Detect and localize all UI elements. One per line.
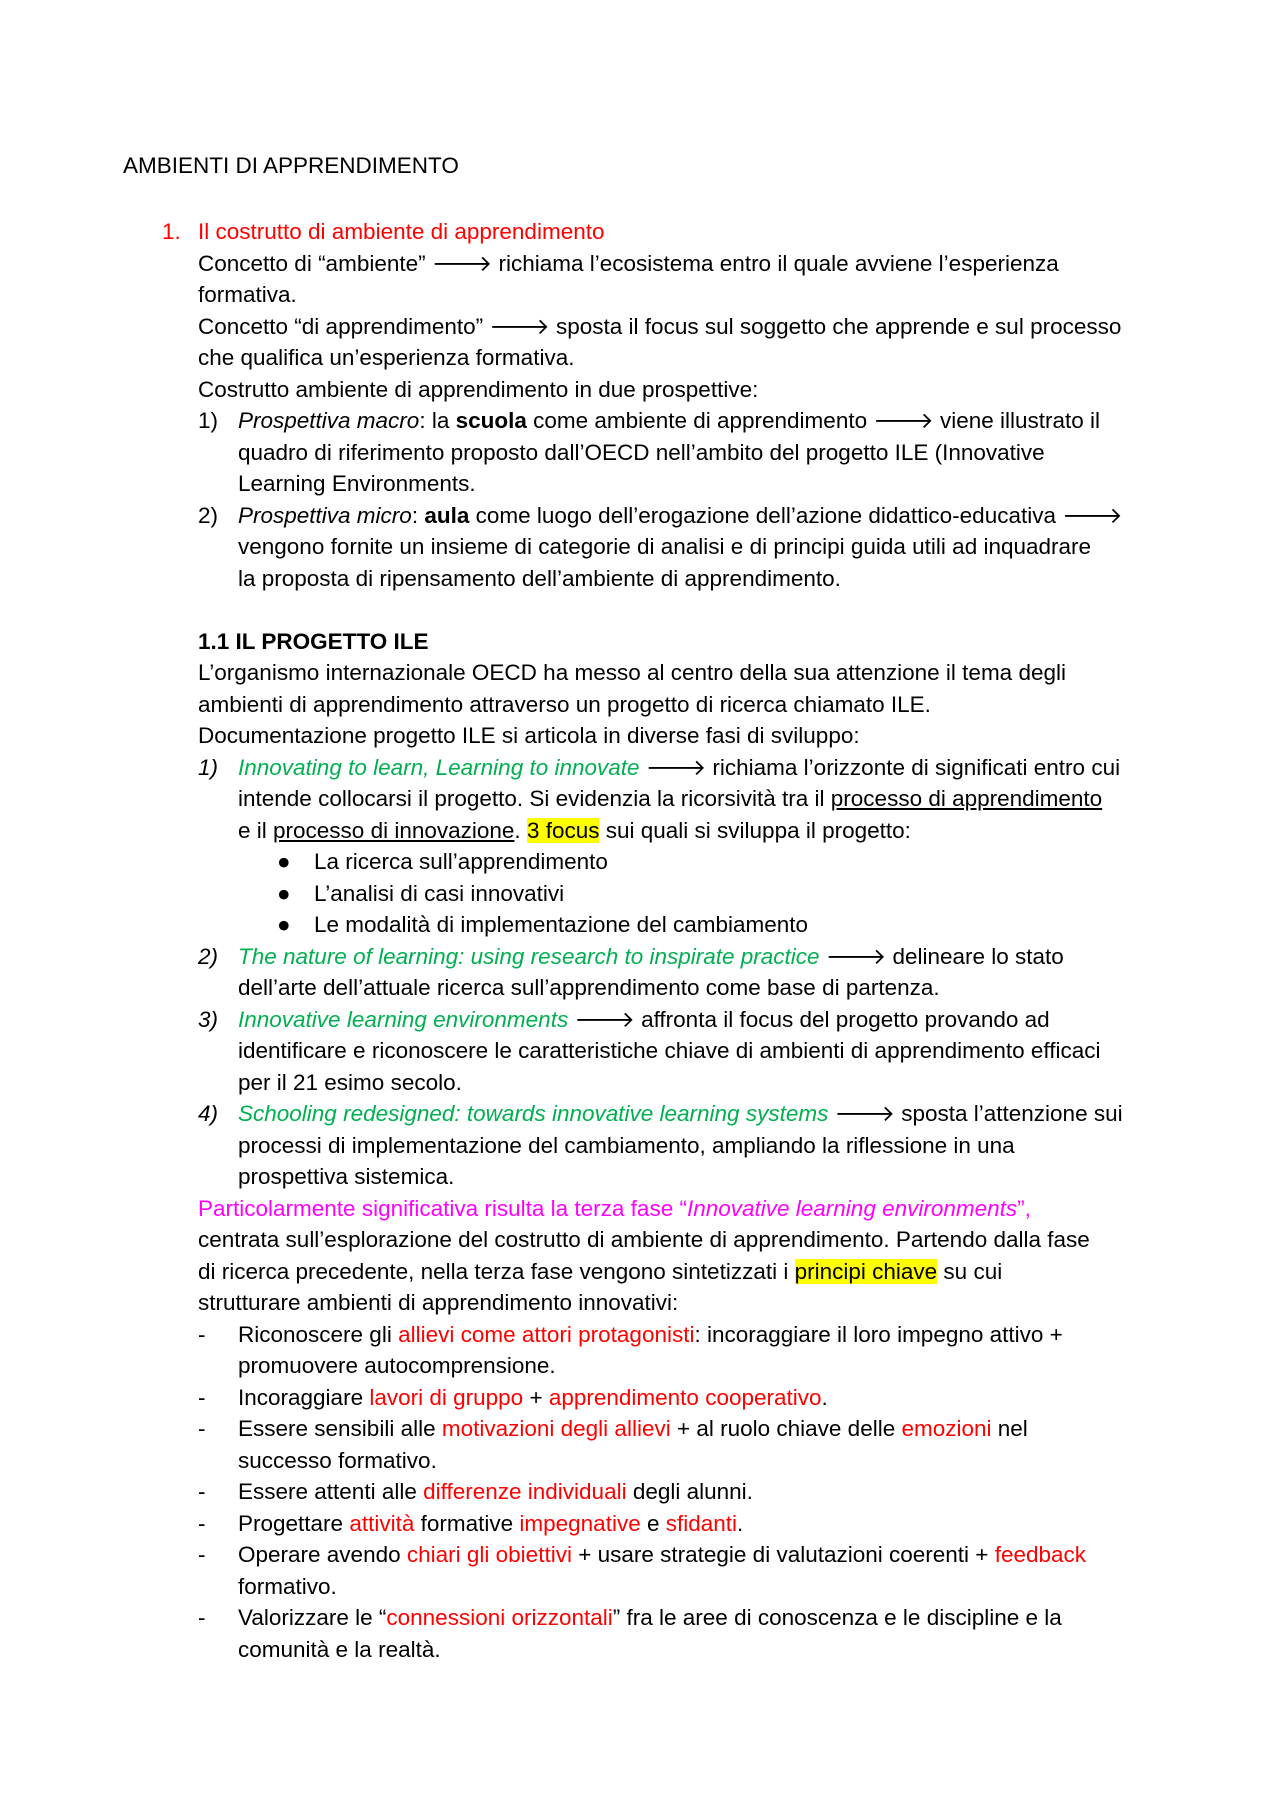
subsection-heading: 1.1 IL PROGETTO ILE: [198, 628, 429, 654]
text: richiama l’ecosistema entro il quale avviene l’esperienza: [492, 250, 1059, 276]
text: prospettiva sistemica.: [238, 1164, 455, 1189]
principle-item: [198, 1508, 1183, 1540]
paragraph: Documentazione progetto ILE si articola in diverse fasi di sviluppo:: [198, 723, 860, 748]
list-marker: -: [198, 1479, 206, 1504]
text: di ricerca precedente, nella terza fase vengono sintetizzati i: [198, 1258, 795, 1284]
section-1-heading: [162, 216, 1183, 248]
list-marker: -: [198, 1384, 206, 1410]
perspective-item: [198, 405, 1183, 500]
arrow-right-icon: 🡒: [489, 313, 550, 339]
phase-item: [198, 1004, 1183, 1099]
text: come ambiente di apprendimento: [526, 408, 874, 433]
text: Incoraggiare: [238, 1384, 370, 1410]
paragraph: [198, 248, 1183, 280]
key-term: chiari gli obiettivi: [406, 1542, 572, 1567]
list-marker: -: [198, 1542, 206, 1567]
key-term: apprendimento cooperativo: [548, 1384, 822, 1410]
text: Operare avendo: [238, 1542, 407, 1567]
text: richiama l’orizzonte di significati entro cui: [706, 754, 1121, 780]
text: comunità e la realtà.: [238, 1636, 441, 1662]
phase-item: [198, 752, 1183, 847]
paragraph: [198, 1193, 1183, 1225]
highlight-text: Innovative learning environments: [686, 1195, 1018, 1221]
key-term: allievi come attori protagonisti: [398, 1321, 695, 1347]
text: per il 21 esimo secolo.: [238, 1069, 462, 1095]
text: come luogo dell’erogazione dell’azione didattico-educativa: [469, 502, 1063, 528]
highlighted-term: 3 focus: [526, 817, 600, 843]
text: + al ruolo chiave delle: [670, 1416, 902, 1441]
principle-item: [198, 1539, 1183, 1602]
bold-term: aula: [424, 502, 470, 528]
text: nel: [991, 1416, 1028, 1441]
text: formative: [414, 1510, 520, 1536]
text: processi di implementazione del cambiamento, ampliando la riflessione in una: [238, 1132, 1015, 1158]
phase-item: [198, 941, 1183, 1004]
text: Le modalità di implementazione del cambiamento: [314, 912, 809, 937]
text: delineare lo stato: [886, 943, 1064, 969]
text: + usare strategie di valutazioni coerenti +: [571, 1542, 995, 1567]
arrow-right-icon: 🡒: [574, 1006, 635, 1032]
perspective-item: [198, 500, 1183, 595]
document-title: AMBIENTI DI APPRENDIMENTO: [123, 153, 459, 178]
highlight-text: ”,: [1017, 1195, 1031, 1221]
list-marker: 2): [198, 943, 219, 969]
list-marker: -: [198, 1510, 206, 1536]
text: dell’arte dell’attuale ricerca sull’apprendimento come base di partenza.: [238, 975, 940, 1000]
text: : incoraggiare il loro impegno attivo +: [694, 1321, 1063, 1347]
principle-item: [198, 1382, 1183, 1414]
paragraph: formativa.: [198, 282, 297, 307]
bullet-icon: ●: [277, 912, 291, 937]
text: Essere attenti alle: [238, 1479, 424, 1504]
text: e il: [238, 817, 274, 843]
key-term: sfidanti: [665, 1510, 738, 1536]
key-term: emozioni: [901, 1416, 992, 1441]
bullet-icon: ●: [277, 880, 291, 906]
highlighted-term: principi chiave: [794, 1258, 938, 1284]
bullet-icon: ●: [277, 849, 291, 874]
list-marker: -: [198, 1321, 206, 1347]
text: +: [523, 1384, 549, 1410]
perspective-label: Prospettiva micro: [238, 502, 412, 528]
list-marker: 1): [198, 408, 219, 433]
list-marker: 2): [198, 502, 219, 528]
arrow-right-icon: 🡒: [431, 250, 493, 276]
text: affronta il focus del progetto provando ad: [634, 1006, 1050, 1032]
list-marker: 1): [198, 754, 219, 780]
section-1: [162, 216, 1183, 1665]
key-term: motivazioni degli allievi: [441, 1416, 671, 1441]
text: ” fra le aree di conoscenza e le discipline e la: [612, 1605, 1062, 1630]
text: intende collocarsi il progetto. Si evidenzia la ricorsività tra il: [238, 786, 831, 811]
arrow-right-icon: 🡒: [834, 1101, 895, 1126]
principle-item: [198, 1476, 1183, 1508]
text: la proposta di ripensamento dell’ambiente di apprendimento.: [238, 565, 841, 591]
text: sposta il focus sul soggetto che apprende e sul processo: [549, 313, 1122, 339]
text: vengono fornite un insieme di categorie di analisi e di principi guida utili ad inquadrare: [238, 534, 1092, 559]
bullet-item: [198, 846, 1183, 878]
text: Progettare: [238, 1510, 350, 1536]
text: sui quali si sviluppa il progetto:: [599, 817, 911, 843]
text: Concetto di “ambiente”: [198, 250, 432, 276]
underlined-term: processo di apprendimento: [830, 786, 1103, 811]
paragraph: L’organismo internazionale OECD ha messo al centro della sua attenzione il tema degli: [198, 660, 1066, 685]
text: Essere sensibili alle: [238, 1416, 442, 1441]
list-marker: -: [198, 1416, 206, 1441]
key-term: impegnative: [519, 1510, 641, 1536]
arrow-right-icon: 🡒: [825, 943, 887, 969]
text: Riconoscere gli: [238, 1321, 399, 1347]
list-marker: -: [198, 1605, 206, 1630]
section-number: 1.: [162, 219, 181, 244]
paragraph: strutturare ambienti di apprendimento innovativi:: [198, 1290, 679, 1315]
section-title: Il costrutto di ambiente di apprendimento: [198, 219, 605, 244]
key-term: attività: [349, 1510, 415, 1536]
list-marker: 3): [198, 1006, 219, 1032]
text: La ricerca sull’apprendimento: [314, 849, 608, 874]
text: identificare e riconoscere le caratteristiche chiave di ambienti di apprendimento efficaci: [238, 1038, 1101, 1063]
text: degli alunni.: [626, 1479, 753, 1504]
text: .: [737, 1510, 744, 1536]
text: successo formativo.: [238, 1447, 437, 1473]
highlight-text: Particolarmente significativa risulta la terza fase “: [198, 1195, 687, 1221]
bold-term: scuola: [455, 408, 527, 433]
phase-label: Schooling redesigned: towards innovative learning systems: [238, 1101, 829, 1126]
key-term: lavori di gruppo: [369, 1384, 524, 1410]
bullet-item: [198, 878, 1183, 910]
phase-item: [198, 1098, 1183, 1193]
arrow-right-icon: 🡒: [645, 754, 707, 780]
text: .: [514, 817, 527, 843]
text: quadro di riferimento proposto dall’OECD nell’ambito del progetto ILE (Innovative: [238, 439, 1045, 465]
paragraph: [198, 1256, 1183, 1288]
arrow-right-icon: 🡒: [1062, 502, 1123, 528]
phase-label: Innovative learning environments: [238, 1006, 569, 1032]
text: : la: [419, 408, 456, 433]
text: .: [821, 1384, 828, 1410]
text: :: [411, 502, 425, 528]
text: Learning Environments.: [238, 471, 476, 496]
principle-item: [198, 1319, 1183, 1382]
paragraph: che qualifica un’esperienza formativa.: [198, 345, 575, 370]
paragraph: ambienti di apprendimento attraverso un progetto di ricerca chiamato ILE.: [198, 691, 931, 717]
perspective-label: Prospettiva macro: [238, 408, 420, 433]
phase-label: Innovating to learn, Learning to innovate: [238, 754, 640, 780]
paragraph: Costrutto ambiente di apprendimento in due prospettive:: [198, 376, 759, 402]
key-term: feedback: [994, 1542, 1087, 1567]
text: promuovere autocomprensione.: [238, 1353, 556, 1378]
text: Valorizzare le “: [238, 1605, 387, 1630]
bullet-item: [198, 909, 1183, 941]
key-term: differenze individuali: [423, 1479, 627, 1504]
key-term: connessioni orizzontali: [386, 1605, 613, 1630]
principle-item: [198, 1602, 1183, 1665]
list-marker: 4): [198, 1101, 219, 1126]
paragraph: centrata sull’esplorazione del costrutto di ambiente di apprendimento. Partendo dalla fase: [198, 1227, 1090, 1252]
text: formativo.: [238, 1573, 337, 1599]
text: sposta l’attenzione sui: [894, 1101, 1123, 1126]
principle-item: [198, 1413, 1183, 1476]
arrow-right-icon: 🡒: [873, 408, 934, 433]
text: L’analisi di casi innovativi: [314, 880, 565, 906]
text: e: [640, 1510, 666, 1536]
text: Concetto “di apprendimento”: [198, 313, 490, 339]
phase-label: The nature of learning: using research to inspirate practice: [238, 943, 820, 969]
paragraph: [198, 311, 1183, 343]
text: su cui: [937, 1258, 1003, 1284]
underlined-term: processo di innovazione: [273, 817, 515, 843]
text: viene illustrato il: [933, 408, 1101, 433]
